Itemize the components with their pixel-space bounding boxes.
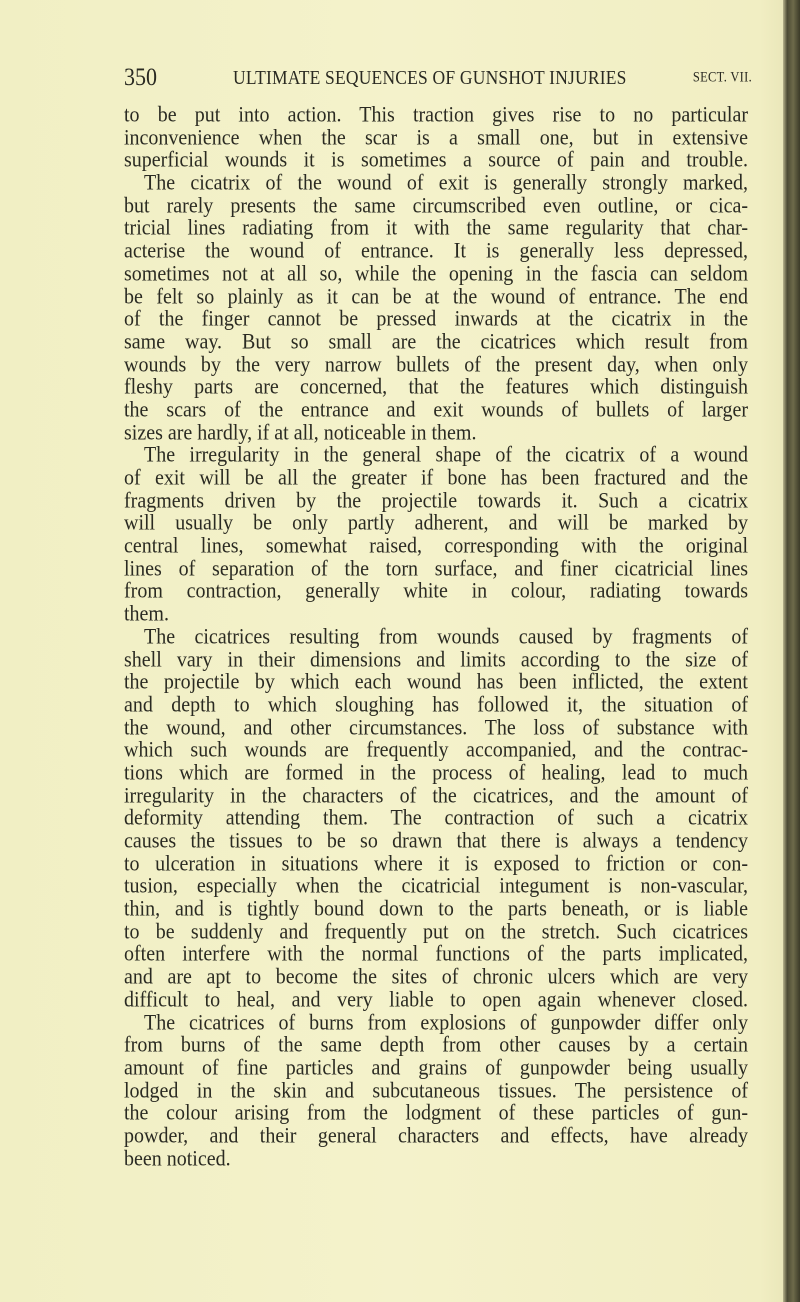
text-line-content: lines of separation of the torn surface, and finer cicatricial lines [124, 556, 748, 582]
text-line-content: inconvenience when the scar is a small one, but in extensive [124, 125, 748, 150]
text-line [124, 286, 748, 309]
text-line-content: The cicatrices of burns from explosions of gunpowder differ only [144, 1010, 748, 1035]
running-title: ULTIMATE SEQUENCES OF GUNSHOT INJURIES [233, 65, 627, 89]
text-line [124, 853, 748, 876]
text-line-content: same way. But so small are the cicatrices which result from [124, 329, 748, 355]
body-text [124, 104, 748, 1170]
text-line-content: sometimes not at all so, while the opening in the fascia can seldom [124, 261, 748, 287]
text-line-content: the colour arising from the lodgment of these particles of gun- [124, 1100, 748, 1126]
text-line-content: tricial lines radiating from it with the same regularity that char- [124, 216, 748, 241]
text-line [124, 989, 748, 1012]
section-label: SECT. VII. [692, 68, 752, 86]
text-line [124, 921, 748, 944]
text-line-content: to be suddenly and frequently put on the stretch. Such cicatrices [124, 919, 748, 945]
text-line-content: central lines, somewhat raised, corresponding with the original [124, 533, 748, 559]
text-line-content: thin, and is tightly bound down to the parts beneath, or is liable [124, 896, 748, 922]
text-line [124, 1057, 748, 1080]
text-line [124, 739, 748, 762]
text-line [124, 512, 748, 535]
text-line [124, 1125, 748, 1148]
text-line-content: of exit will be all the greater if bone has been fractured and the [124, 465, 748, 491]
text-line [124, 308, 748, 331]
text-line-content: causes the tissues to be so drawn that there is always a tendency [124, 828, 748, 854]
page-number: 350 [124, 62, 157, 91]
text-line [124, 762, 748, 785]
text-line [124, 603, 748, 626]
text-line [124, 580, 748, 603]
paragraph [124, 444, 748, 626]
text-line [124, 1034, 748, 1057]
text-line-content: The cicatrices resulting from wounds caused by fragments of [144, 624, 748, 650]
text-line [124, 149, 748, 172]
text-line [124, 830, 748, 853]
text-line [124, 875, 748, 898]
text-line [124, 558, 748, 581]
text-line [124, 1102, 748, 1125]
text-line-content: be felt so plainly as it can be at the wound of entrance. The end [124, 284, 748, 309]
text-line [124, 172, 748, 195]
text-line-content: The irregularity in the general shape of the cicatrix of a wound [144, 442, 748, 468]
text-line [124, 240, 748, 263]
text-line-content: deformity attending them. The contraction of such a cicatrix [124, 805, 748, 831]
text-line [124, 422, 748, 445]
text-line [124, 1080, 748, 1103]
paragraph [124, 104, 748, 172]
text-line [124, 694, 748, 717]
paragraph [124, 172, 748, 444]
running-header [124, 64, 752, 90]
text-line-content: fragments driven by the projectile towards it. Such a cicatrix [124, 488, 748, 513]
text-line [124, 195, 748, 218]
text-line-content: fleshy parts are concerned, that the features which distinguish [124, 374, 748, 400]
text-line-content: shell vary in their dimensions and limits according to the size of [124, 647, 748, 672]
text-line-content: The cicatrix of the wound of exit is generally strongly marked, [144, 170, 748, 196]
text-line [124, 104, 748, 127]
text-line-content: them. [124, 601, 169, 627]
text-line-content: and depth to which sloughing has followed it, the situation of [124, 692, 748, 718]
text-line-content: been noticed. [124, 1146, 231, 1171]
text-line-content: sizes are hardly, if at all, noticeable in them. [124, 420, 477, 445]
text-line [124, 898, 748, 921]
text-line [124, 444, 748, 467]
text-line [124, 785, 748, 808]
text-line-content: will usually be only partly adherent, and will be marked by [124, 511, 748, 536]
book-binding-edge [783, 0, 800, 1302]
text-line-content: lodged in the skin and subcutaneous tissues. The persistence of [124, 1078, 748, 1103]
text-line [124, 671, 748, 694]
text-line [124, 331, 748, 354]
text-line [124, 376, 748, 399]
text-line-content: to be put into action. This traction gives rise to no particular [124, 102, 748, 128]
text-line-content: tions which are formed in the process of healing, lead to much [124, 760, 748, 786]
text-line-content: which such wounds are frequently accompanied, and the contrac- [124, 737, 748, 763]
text-line [124, 807, 748, 830]
text-line-content: the scars of the entrance and exit wounds of bullets of larger [124, 397, 748, 423]
text-line [124, 127, 748, 150]
text-line [124, 1148, 748, 1171]
text-line-content: amount of fine particles and grains of gunpowder being usually [124, 1055, 748, 1081]
text-line-content: tusion, especially when the cicatricial integument is non-vascular, [124, 874, 748, 899]
text-line [124, 1012, 748, 1035]
text-line-content: difficult to heal, and very liable to open again whenever closed. [124, 987, 748, 1013]
text-line-content: from contraction, generally white in colour, radiating towards [124, 579, 748, 604]
text-line-content: often interfere with the normal functions of the parts implicated, [124, 942, 748, 967]
text-line [124, 966, 748, 989]
text-line-content: superficial wounds it is sometimes a source of pain and trouble. [124, 148, 748, 173]
text-line-content: powder, and their general characters and effects, have already [124, 1123, 748, 1149]
paragraph [124, 1012, 748, 1171]
text-line-content: to ulceration in situations where it is exposed to friction or con- [124, 851, 748, 876]
text-line [124, 649, 748, 672]
paragraph [124, 626, 748, 1012]
text-line [124, 399, 748, 422]
text-line-content: irregularity in the characters of the cicatrices, and the amount of [124, 783, 748, 808]
text-line [124, 717, 748, 740]
text-line-content: but rarely presents the same circumscribed even outline, or cica- [124, 193, 748, 219]
text-line-content: and are apt to become the sites of chronic ulcers which are very [124, 964, 748, 990]
text-line [124, 217, 748, 240]
text-line [124, 490, 748, 513]
text-line [124, 943, 748, 966]
text-line-content: the projectile by which each wound has been inflicted, the extent [124, 669, 748, 695]
text-line-content: the wound, and other circumstances. The loss of substance with [124, 715, 748, 740]
text-line [124, 263, 748, 286]
text-line [124, 535, 748, 558]
text-line-content: wounds by the very narrow bullets of the present day, when only [124, 352, 748, 377]
text-line [124, 626, 748, 649]
text-line-content: acterise the wound of entrance. It is generally less depressed, [124, 238, 748, 264]
text-line [124, 354, 748, 377]
text-line-content: from burns of the same depth from other causes by a certain [124, 1032, 748, 1058]
text-line [124, 467, 748, 490]
text-line-content: of the finger cannot be pressed inwards at the cicatrix in the [124, 306, 748, 332]
